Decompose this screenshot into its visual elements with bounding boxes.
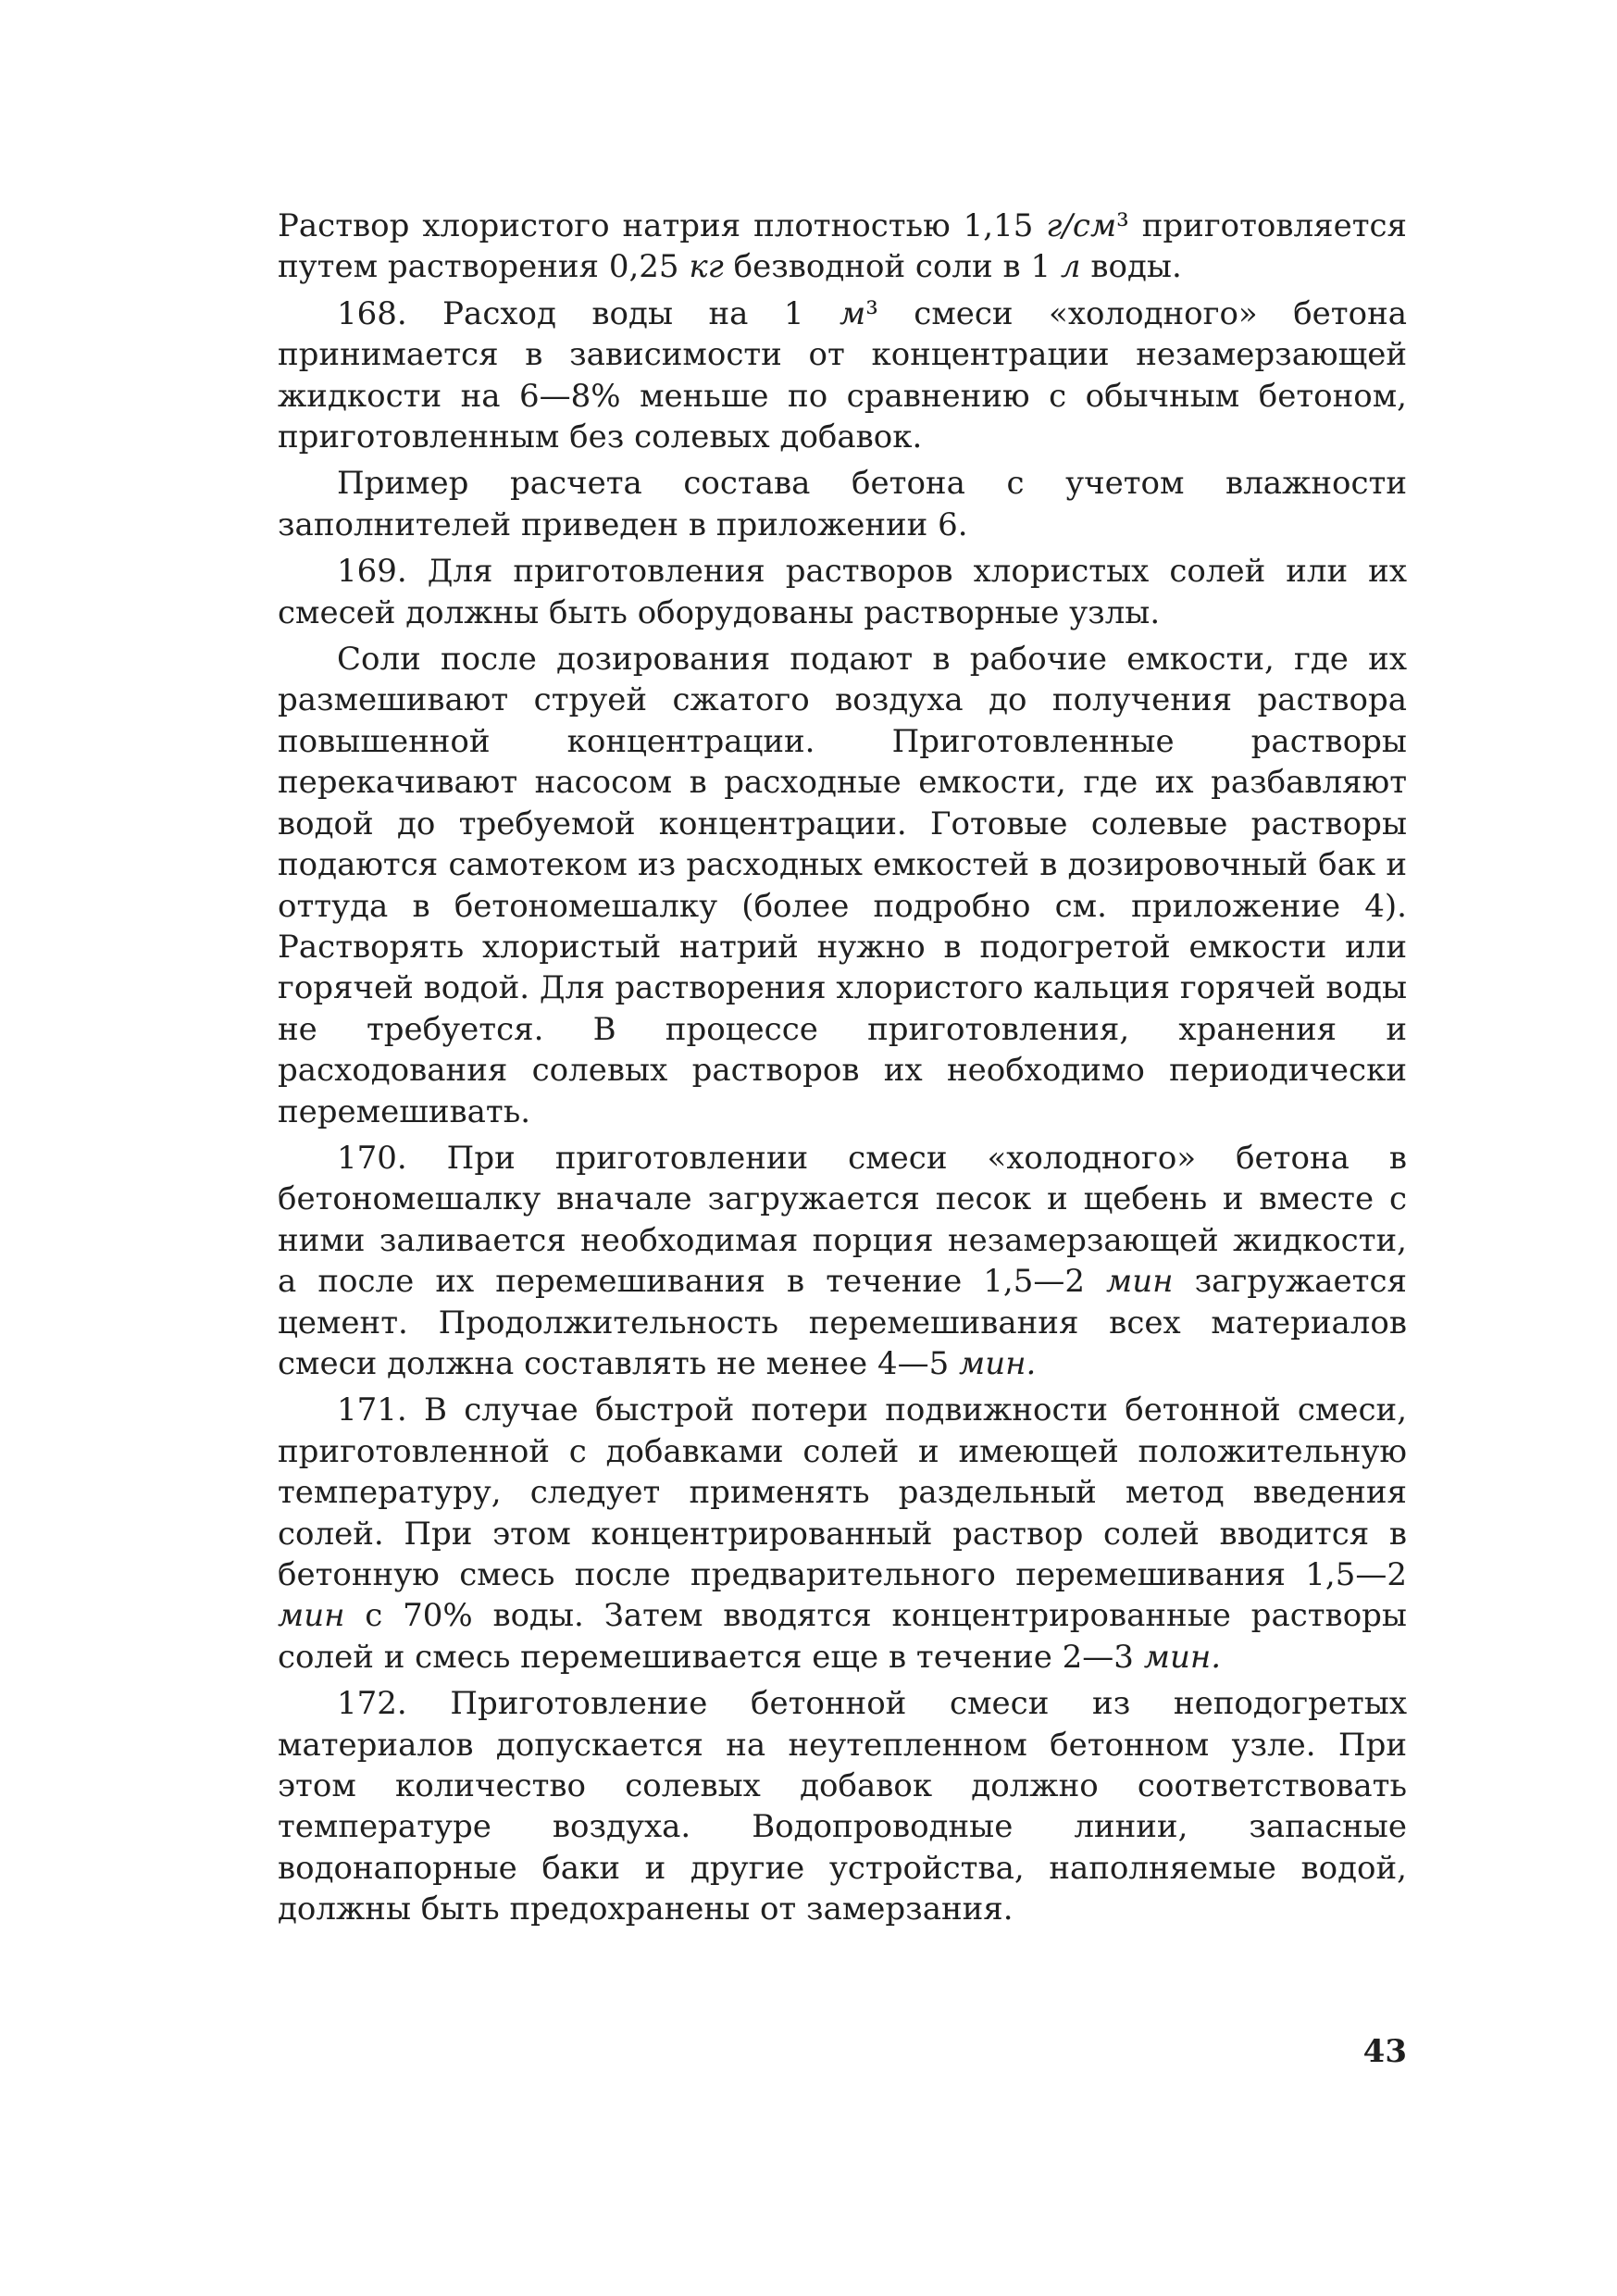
paragraph-168-example xyxy=(278,463,1407,545)
text-run: 172. Приготовление бетонной смеси из неподогретых материалов допускается на неутепленном бетонном узле. При этом количество солевых добавок должно соответствовать температуре воздуха. Водопроводные линии, запасные водонапорные баки и другие устройства, наполняемые водой, должны быть предохранены от замерзания. xyxy=(278,1685,1407,1928)
text-run: 168. Расход воды на 1 xyxy=(337,294,840,332)
text-run: 170. При приготовлении смеси «холодного» бетона в бетономешалку вначале загружается песок и щебень и вместе с ними заливается необходимая порция незамерзающей жидкости, а после их перемешивания в течение 1,5—2 xyxy=(278,1139,1407,1301)
text-run: 171. В случае быстрой потери подвижности бетонной смеси, приготовленной с добавками солей и имеющей положительную температуру, следует применять раздельный метод введения солей. При этом концентрированный раствор солей вводится в бетонную смесь после предварительного перемешивания 1,5—2 xyxy=(278,1391,1407,1593)
unit-italic: мин. xyxy=(1143,1638,1222,1676)
text-run: безводной соли в 1 xyxy=(723,248,1061,286)
paragraph-intro xyxy=(278,206,1407,288)
text-run: ³ приготовляется путем растворения 0,25 xyxy=(278,207,1408,286)
text-run: Соли после дозирования подают в рабочие емкости, где их размешивают струей сжатого воздуха до получения раствора повышенной концентрации. Приготовленные растворы перекачивают насосом в расходные емкости, где их разбавляют водой до требуемой концентрации. Готовые солевые растворы подаются самотеком из расходных емкостей в дозировочный бак и оттуда в бетономешалку (более подробно см. приложение 4). Растворять хлористый натрий нужно в подогретой емкости или горячей водой. Для растворения хлористого кальция горячей воды не требуется. В процессе приготовления, хранения и расходования солевых растворов их необходимо периодически перемешивать. xyxy=(278,641,1407,1130)
text-run: с 70% воды. Затем вводятся концентрированные растворы солей и смесь перемешивается еще в течение 2—3 xyxy=(278,1597,1407,1676)
text-run: воды. xyxy=(1080,248,1182,286)
unit-italic: л xyxy=(1060,248,1081,286)
text-run: Раствор хлористого натрия плотностью 1,15 xyxy=(278,207,1047,244)
text-run: загружается цемент. Продолжительность перемешивания всех материалов смеси должна составлять не менее 4—5 xyxy=(278,1263,1407,1382)
unit-italic: мин. xyxy=(959,1344,1037,1382)
text-run: 169. Для приготовления растворов хлористых солей или их смесей должны быть оборудованы растворные узлы. xyxy=(278,553,1407,631)
text-run: Пример расчета состава бетона с учетом влажности заполнителей приведен в приложении 6. xyxy=(278,465,1407,543)
unit-italic: м xyxy=(839,294,866,332)
text-run: ³ смеси «холодного» бетона принимается в зависимости от концентрации незамерзающей жидкости на 6—8% меньше по сравнению с обычным бетоном, приготовленным без солевых добавок. xyxy=(278,294,1407,456)
unit-italic: кг xyxy=(689,248,724,286)
paragraph-168 xyxy=(278,293,1407,458)
paragraph-172 xyxy=(278,1683,1407,1929)
paragraph-169-salts xyxy=(278,639,1407,1132)
unit-italic: мин xyxy=(1106,1263,1174,1301)
body-text xyxy=(278,206,1407,1936)
paragraph-170 xyxy=(278,1138,1407,1384)
paragraph-171 xyxy=(278,1390,1407,1678)
unit-italic: г/см xyxy=(1046,207,1117,244)
unit-italic: мин xyxy=(278,1597,345,1635)
paragraph-169 xyxy=(278,551,1407,633)
page-number: 43 xyxy=(1362,2033,1407,2070)
